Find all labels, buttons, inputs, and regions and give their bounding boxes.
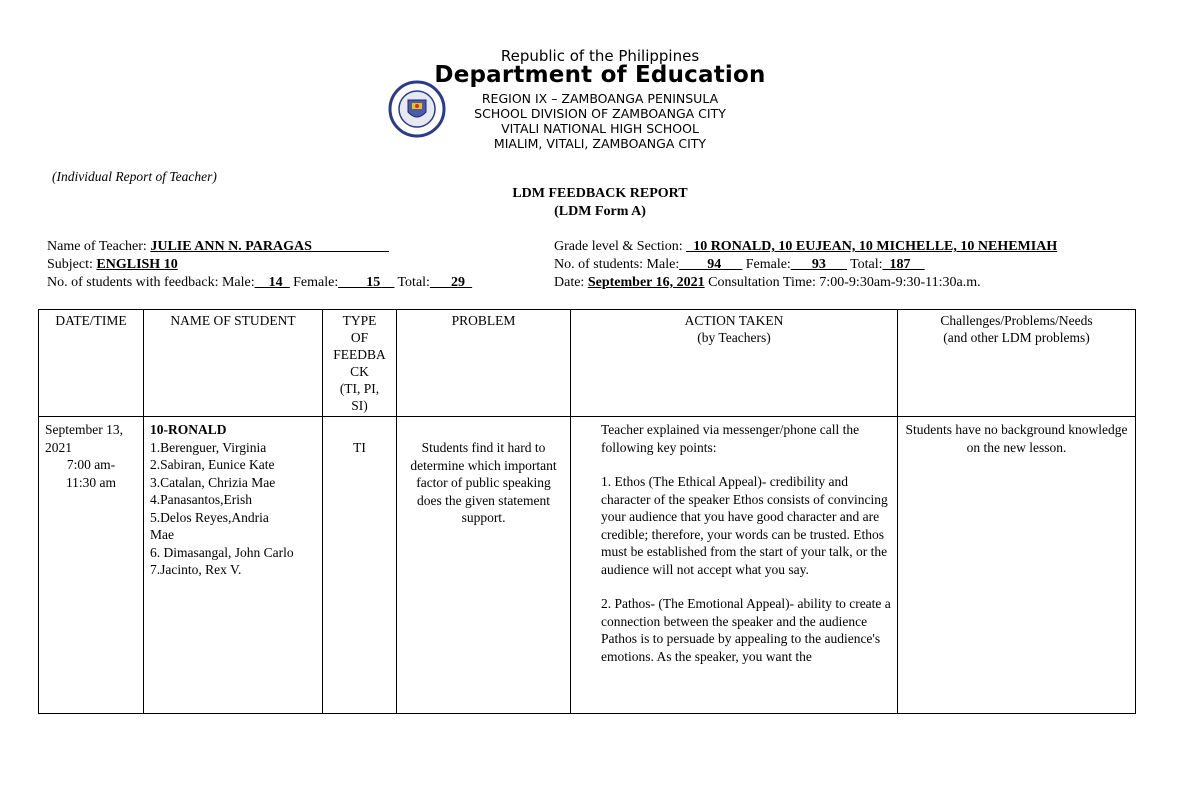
cell-problem: Students find it hard to determine which important factor of public speaking does the given statement support. (397, 417, 571, 714)
header-type (323, 310, 397, 417)
action-point-2: 2. Pathos- (The Emotional Appeal)- ability to create a connection between the speaker and the audience Pathos is to persuade by appealing to the audience's emotions. As the speaker, you want the (601, 596, 891, 664)
header-type-line: FEEDBA (333, 347, 386, 362)
action-intro: Teacher explained via messenger/phone call the following key points: (601, 422, 860, 455)
date-value: September 16, 2021 (587, 275, 705, 290)
header-action (571, 310, 898, 417)
deped-seal-icon (377, 80, 457, 138)
cell-type: TI (323, 417, 397, 714)
header-challenges-line: (and other LDM problems) (943, 330, 1090, 345)
feedback-female: ____15__ (338, 275, 395, 290)
header-problem: PROBLEM (397, 310, 571, 417)
header-action-line: (by Teachers) (697, 330, 771, 345)
subject-line (47, 257, 178, 273)
students-female-label: Female: (742, 257, 791, 272)
cell-action (571, 417, 898, 714)
table-header-row (39, 310, 1136, 417)
republic-header: Republic of the Philippines (500, 47, 700, 65)
students-male: ____94___ (679, 257, 743, 272)
students-label: No. of students: Male: (554, 257, 680, 272)
teacher-label: Name of Teacher: (47, 239, 151, 254)
header-challenges-line: Challenges/Problems/Needs (940, 313, 1093, 328)
region-line: REGION IX – ZAMBOANGA PENINSULA (481, 91, 719, 106)
report-type-note: (Individual Report of Teacher) (52, 169, 217, 184)
students-female: ___93___ (790, 257, 847, 272)
header-type-line: OF (350, 330, 369, 345)
student-name: 3.Catalan, Chrizia Mae (150, 474, 276, 490)
header-action-line: ACTION TAKEN (684, 313, 784, 328)
student-name: 4.Panasantos,Erish (150, 492, 252, 507)
header-challenges (898, 310, 1136, 417)
cell-students (144, 417, 323, 714)
address-line: MIALIM, VITALI, ZAMBOANGA CITY (493, 136, 707, 151)
feedback-total-label: Total: (394, 275, 430, 290)
students-total-label: Total: (846, 257, 883, 272)
cell-date-time (39, 417, 144, 714)
consultation-time: Consultation Time: 7:00-9:30am-9:30-11:30a.m. (704, 275, 981, 290)
feedback-female-label: Female: (289, 275, 339, 290)
date-line (554, 275, 981, 291)
header-type-line: CK (350, 364, 369, 379)
header-name: NAME OF STUDENT (144, 310, 323, 417)
header-date: DATE/TIME (39, 310, 144, 417)
feedback-table (38, 309, 1136, 714)
students-count-line (554, 257, 925, 273)
student-name: 5.Delos Reyes,Andria (150, 509, 269, 525)
department-title: Department of Education (434, 62, 766, 88)
student-name: Mae (150, 527, 174, 542)
teacher-line (47, 239, 389, 255)
teacher-name: JULIE ANN N. PARAGAS___________ (150, 239, 389, 254)
student-name: 2.Sabiran, Eunice Kate (150, 457, 275, 472)
grade-label: Grade level & Section: (554, 239, 687, 254)
student-name: 1.Berenguer, Virginia (150, 439, 267, 455)
header-type-line: SI) (351, 398, 368, 413)
header-type-line: TYPE (342, 313, 377, 328)
report-title: LDM FEEDBACK REPORT (512, 186, 688, 201)
report-subtitle: (LDM Form A) (554, 204, 646, 219)
section-name: 10-RONALD (150, 422, 227, 437)
feedback-label: No. of students with feedback: Male: (47, 275, 255, 290)
students-total: _187__ (882, 257, 925, 272)
feedback-count-line (47, 275, 472, 291)
header-type-line: (TI, PI, (339, 381, 380, 396)
time-line-1: 7:00 am- (66, 457, 116, 472)
date-line-2: 2021 (45, 439, 72, 455)
time-line-2: 11:30 am (65, 474, 117, 490)
subject-label: Subject: (47, 257, 97, 272)
date-label: Date: (554, 275, 588, 290)
feedback-male: __14_ (254, 275, 290, 290)
division-line: SCHOOL DIVISION OF ZAMBOANGA CITY (474, 106, 726, 121)
date-line-1: September 13, (45, 422, 123, 437)
subject-value: ENGLISH 10 (96, 257, 178, 272)
action-point-1: 1. Ethos (The Ethical Appeal)- credibility and character of the speaker Ethos consists of convincing your audience that you have good character and are credible; therefore, your words can be trusted. Ethos must be established from the start of your talk, or the audience will not accept what you say. (601, 474, 888, 577)
table-row (39, 417, 1136, 714)
feedback-total: ___29_ (429, 275, 472, 290)
student-name: 6. Dimasangal, John Carlo (150, 544, 294, 560)
school-line: VITALI NATIONAL HIGH SCHOOL (501, 121, 699, 136)
grade-value: _10 RONALD, 10 EUJEAN, 10 MICHELLE, 10 NEHEMIAH (686, 239, 1058, 254)
grade-line (554, 239, 1057, 255)
cell-challenges: Students have no background knowledge on the new lesson. (898, 417, 1136, 714)
student-name: 7.Jacinto, Rex V. (150, 562, 242, 577)
action-text (601, 421, 891, 691)
